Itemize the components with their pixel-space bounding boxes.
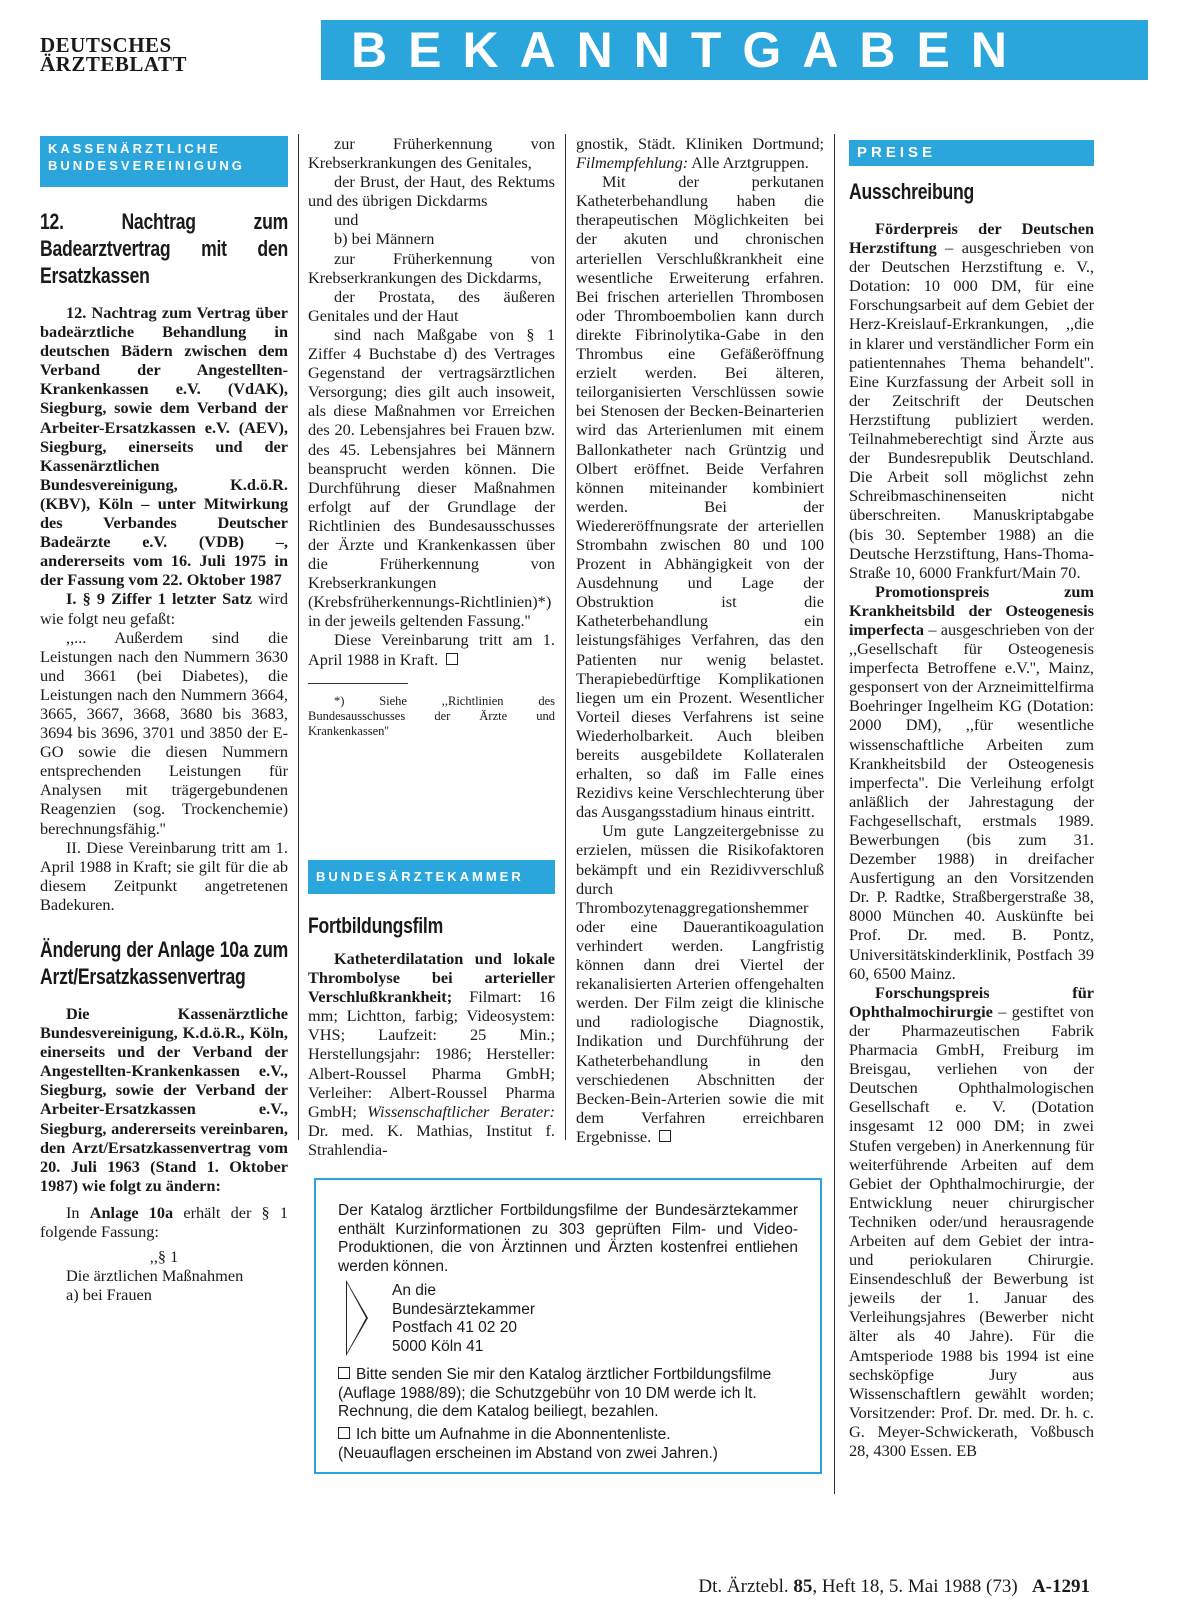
prize-ophthalmochirurgie: Forschungspreis für Ophthalmochirurgie – gestiftet von der Pharmazeutischen Fabrik Pharmacia GmbH, Freiburg im Breisgau, verliehen von der Deutschen Ophthalmologischen Gesellschaft e. V. (Dotation insgesamt 12 000 DM; in zwei Stufen vergeben) in Anerkennung für weiterführende Arbeiten auf dem Gebiet der Ophthalmochirurgie, der Entwicklung neuer chirurgischer Techniken oder/und herausragende Arbeiten auf dem Gebiet der intra- und periokularen Chirurgie. Einsendeschluß der Bewerbung ist jeweils der 1. Januar des Verleihungsjahres (Bewerber nicht älter als 40 Jahre). Für die Amtsperiode 1988 bis 1994 ist eine sechsköpfige Jury aus Wissenschaftlern gewählt worden; Vorsitzender: Prof. Dr. med. Dr. h. c. G. Meyer-Schwickerath, Voßbusch 28, 4300 Essen. EB (849, 982, 1094, 1460)
text-genitales: zur Früherkennung von Krebserkrankungen des Genitales, (308, 134, 555, 173)
baek-section-tag: BUNDESÄRZTEKAMMER (308, 860, 555, 894)
option-subscription-note: (Neuauflagen erscheinen im Abstand von zwei Jahren.) (338, 1444, 718, 1462)
catalog-intro: Der Katalog ärztlicher Fortbildungsfilme der Bundesärztekammer enthält Kurzinformationen zu 303 geprüften Film- und Video-Produktionen, die von Ärztinnen und Ärzten kostenfrei entliehen werden können. (338, 1202, 798, 1275)
prize-herzstiftung: Förderpreis der Deutschen Herzstiftung – ausgeschrieben von der Deutschen Herzstiftung e. V., Dotation: 10 000 DM, für eine Forschungsarbeit auf dem Gebiet der Herz-Kreislauf-Erkrankungen, ,,die in klarer und verständlicher Form ein patientennahes Thema behandelt''. Eine Kurzfassung der Arbeit soll in der Zeitschrift der Deutschen Herzstiftung publiziert werden. Teilnahmeberechtigt sind Ärzte aus der Bundesrepublik Deutschland. Die Arbeit soll möglichst zehn Schreibmaschinenseiten nicht überschreiten. Manuskriptabgabe (bis 30. September 1988) an die Deutsche Herzstiftung, Hans-Thoma-Straße 10, 6000 Frankfurt/Main 70. (849, 219, 1094, 582)
article-heading-anlage: Änderung der Anlage 10a zum Arzt/Ersatzkassenvertrag (40, 937, 288, 989)
column-3 (576, 134, 824, 1146)
anlage-reference: Anlage 10a (89, 1202, 174, 1222)
text-richtlinien: sind nach Maßgabe von § 1 Ziffer 4 Buchstabe d) des Vertrages Gegenstand der vertragsärztlichen Versorgung; dies gilt auch insoweit, als diese Maßnahmen vor Erreichen des 20. Lebensjahres bei Frauen bzw. des 45. Lebensjahres bei Männern beansprucht werden können. Die Durchführung dieser Maßnahmen erfolgt auf der Grundlage der Richtlinien des Bundesausschusses der Ärzte und Krankenkassen über die Früherkennung von Krebserkrankungen (Krebsfrüherkennungs-Richtlinien)*) in der jeweils geltenden Fassung.'' (308, 324, 555, 631)
prize-ophthalmochirurgie-title: Forschungspreis für Ophthalmochirurgie (849, 982, 1094, 1021)
article-heading-badearzt: 12. Nachtrag zum Badearztvertrag mit den Ersatzkassen (40, 209, 288, 288)
text-langzeit: Um gute Langzeitergebnisse zu erzielen, müssen die Risikofaktoren bekämpft und ein Rezidivverschluß durch Thrombozytenaggregationshemmer oder eine Dauerantikoagulation verhindert werden. Langfristig können dann drei Viertel der rekanalisierten Arterien offengehalten werden. Der Film zeigt die klinische und radiologische Diagnostik, Indikation und Durchführung der Katheterbehandlung in den verschiedenen Abschnitten der Becken-Bein-Arterien sowie die mit dem Verfahren erreichbaren Ergebnisse. (576, 821, 824, 1146)
text-und: und (334, 210, 359, 230)
checkbox-subscription[interactable] (338, 1427, 350, 1439)
page-footer (698, 1576, 1090, 1598)
footnote: *) Siehe ,,Richtlinien des Bundesausschusses der Ärzte und Krankenkassen'' (308, 693, 555, 738)
end-mark-icon (659, 1130, 671, 1142)
text-brust: der Brust, der Haut, des Rektums und des übrigen Dickdarms (308, 172, 555, 211)
column-rule-1 (298, 134, 299, 1140)
article-lead-badearzt: 12. Nachtrag zum Vertrag über badeärztliche Behandlung in deutschen Bädern zwischen dem Verband der Angestellten-Krankenkassen e.V. (VdAK), Siegburg, sowie dem Verband der Arbeiter-Ersatzkassen e.V. (AEV), Siegburg, einerseits und der Kassenärztlichen Bundesvereinigung, K.d.ö.R. (KBV), Köln – unter Mitwirkung des Verbandes Deutscher Badeärzte e.V. (VDB) –, andererseits vom 16. Juli 1975 in der Fassung vom 22. Oktober 1987 (40, 303, 288, 590)
amendment-text: wird wie folgt neu gefaßt: (40, 589, 288, 628)
tag-line-1: KASSENÄRZTLICHE (48, 141, 221, 156)
paragraph-amendment (40, 589, 288, 627)
tag-line-2: BUNDESVEREINIGUNG (48, 158, 245, 173)
column-2-film (308, 912, 555, 1159)
prize-osteogenesis-title: Promotionspreis zum Krankheitsbild der Osteogenesis imperfecta (849, 581, 1094, 639)
option-catalog-label: Bitte senden Sie mir den Katalog ärztlicher Fortbildungsfilme (Auflage 1988/89); die Schutzgebühr von 10 DM werde ich lt. Rechnung, die dem Katalog beiliegt, bezahlen. (338, 1366, 772, 1420)
address-line-4: 5000 Köln 41 (392, 1337, 484, 1355)
paragraph-quote: ,,... Außerdem sind die Leistungen nach den Nummern 3630 und 3661 (bei Diabetes), die Leistungen nach den Nummern 3664, 3665, 3667, 3668, 3680 bis 3683, 3694 bis 3696, 3701 und 3850 der E-GO sowie die diesen Nummern entsprechenden Leistungen für Analysen mit trägergebundenen Reagenzien (sog. Trockenchemie) berechnungsfähig.'' (40, 627, 288, 838)
order-option-subscription[interactable] (338, 1426, 798, 1463)
address-line-3: Postfach 41 02 20 (392, 1319, 517, 1336)
end-mark-icon (446, 653, 458, 665)
footer-issue: , Heft 18, 5. Mai 1988 (73) (812, 1576, 1018, 1597)
postal-address (392, 1282, 772, 1356)
paragraph-section: ,,§ 1 (149, 1247, 179, 1267)
journal-masthead (40, 33, 220, 76)
text-prostata: der Prostata, des äußeren Genitales und der Haut (308, 286, 555, 325)
order-option-catalog[interactable] (338, 1366, 798, 1422)
address-line-2: Bundesärztekammer (392, 1300, 536, 1318)
paragraph-anlage: In Anlage 10a erhält der § 1 folgende Fassung: (40, 1202, 288, 1242)
option-subscription-label: Ich bitte um Aufnahme in die Abonnentenliste. (356, 1426, 671, 1443)
amendment-reference: I. § 9 Ziffer 1 letzter Satz (66, 589, 252, 609)
text-dickdarm: zur Früherkennung von Krebserkrankungen des Dickdarms, (308, 248, 555, 287)
catalog-order-box (314, 1178, 822, 1474)
film-details: Katheterdilatation und lokale Thrombolyse bei arterieller Verschlußkrankheit; Filmart: 16 mm; Lichtton, farbig; Videosystem: VHS; Laufzeit: 25 Min.; Herstellungsjahr: 1986; Hersteller: Albert-Roussel Pharma GmbH; Verleiher: Albert-Roussel Pharma GmbH; Wissenschaftlicher Berater: Dr. med. K. Mathias, Institut f. Strahlendia- (308, 949, 555, 1159)
prize-osteogenesis: Promotionspreis zum Krankheitsbild der Osteogenesis imperfecta – ausgeschrieben von der ,,Gesellschaft für Osteogenesis imperfecta Betroffene e.V.'', Mainz, gesponsert von der Arzneimittelfirma Boehringer Ingelheim KG (Dotation: 2000 DM), ,,für wesentliche wissenschaftliche Arbeiten zum Krankheitsbild der Osteogenesis imperfecta''. Die Verleihung erfolgt anläßlich der Jahrestagung der Fachgesellschaft, erstmals 1989. Bewerbungen (bis zum 31. Dezember 1988) in dreifacher Ausfertigung an den Vorsitzenden Dr. P. Radtke, Straßbergerstraße 38, 8000 München 40. Auskünfte bei Prof. Dr. med. B. Pontz, Universitätskinderklinik, Postfach 39 60, 6500 Mainz. (849, 581, 1094, 983)
page-number: A-1291 (1031, 1576, 1090, 1597)
text-maenner: b) bei Männern (334, 229, 435, 249)
masthead-line-2: ÄRZTEBLATT (40, 52, 187, 76)
article-lead-anlage: Die Kassenärztliche Bundesvereinigung, K.d.ö.R., Köln, einerseits und der Verband der Angestellten-Krankenkassen e.V., Siegburg, sowie der Verband der Arbeiter-Ersatzkassen e.V., Siegburg, andererseits vereinbaren, den Arzt/Ersatzkassenvertrag vom 20. Juli 1963 (Stand 1. Oktober 1987) wie folgt zu ändern: (40, 1004, 288, 1195)
address-line-1: An die (392, 1282, 436, 1299)
checkbox-catalog[interactable] (338, 1367, 350, 1379)
section-banner: BEKANNTGABEN (321, 20, 1148, 80)
column-rule-2 (565, 134, 566, 1140)
column-4 (849, 178, 1094, 1460)
column-rule-3 (834, 134, 835, 1494)
article-heading-film: Fortbildungsfilm (308, 913, 443, 938)
author-signature: EB (956, 1441, 977, 1460)
paragraph-effective: II. Diese Vereinbarung tritt am 1. April 1988 in Kraft; sie gilt für die ab diesem Zeitpunkt angetretenen Badekuren. (40, 837, 288, 914)
article-heading-ausschreibung: Ausschreibung (849, 179, 974, 204)
column-2 (308, 134, 555, 739)
kbv-section-tag (40, 136, 288, 187)
footer-volume: 85 (793, 1576, 813, 1597)
text-diagnostik: gnostik, Städt. Kliniken Dortmund; Filmempfehlung: Alle Arztgruppen. (576, 134, 824, 173)
paragraph-women: a) bei Frauen (66, 1285, 152, 1305)
paragraph-measures: Die ärztlichen Maßnahmen (66, 1266, 244, 1286)
preise-section-tag: PREISE (849, 140, 1094, 166)
footnote-rule (308, 683, 408, 684)
masthead-line-1: DEUTSCHES (40, 33, 172, 57)
text-katheter: Mit der perkutanen Katheterbehandlung haben die therapeutischen Möglichkeiten bei der akuten und chronischen arteriellen Verschlußkrankheit eine wesentliche Erweiterung erfahren. Bei frischen arteriellen Thrombosen oder Thromboembolien kann durch direkte Fibrinolytika-Gabe in den Thrombus eine Gefäßeröffnung erzielt werden. Bei älteren, teilorganisierten Verschlüssen sowie bei Stenosen der Becken-Beinarterien wird das Arterienlumen mit einem Ballonkatheter nach Grüntzig und Olbert eröffnet. Beide Verfahren können miteinander kombiniert werden. Bei der Wiedereröffnungsrate der arteriellen Strombahn zwischen 80 und 100 Prozent in Abhängigkeit von der Ausdehnung und Lage der Obstruktion ist die Katheterbehandlung ein leistungsfähiges Verfahren, das den Patienten nur wenig belastet. Therapiebedürftige Komplikationen liegen um ein Prozent. Wesentlicher Vorteil dieses Verfahrens ist seine Wiederholbarkeit. Auch bleiben bereits ausgebildete Kollateralen erhalten, so daß im Falle eines Rezidivs keine Verschlechterung über das Ausgangsstadium hinaus eintritt. (576, 172, 824, 822)
prize-herzstiftung-title: Förderpreis der Deutschen Herzstiftung (849, 219, 1094, 258)
arrow-inner-icon (347, 1283, 366, 1353)
footer-journal: Dt. Ärztebl. (698, 1576, 789, 1597)
film-title: Katheterdilatation und lokale Thrombolyse bei arterieller Verschlußkrankheit; (308, 949, 555, 1007)
column-1 (40, 208, 288, 1304)
text-inkraft: Diese Vereinbarung tritt am 1. April 1988 in Kraft. (308, 630, 555, 669)
